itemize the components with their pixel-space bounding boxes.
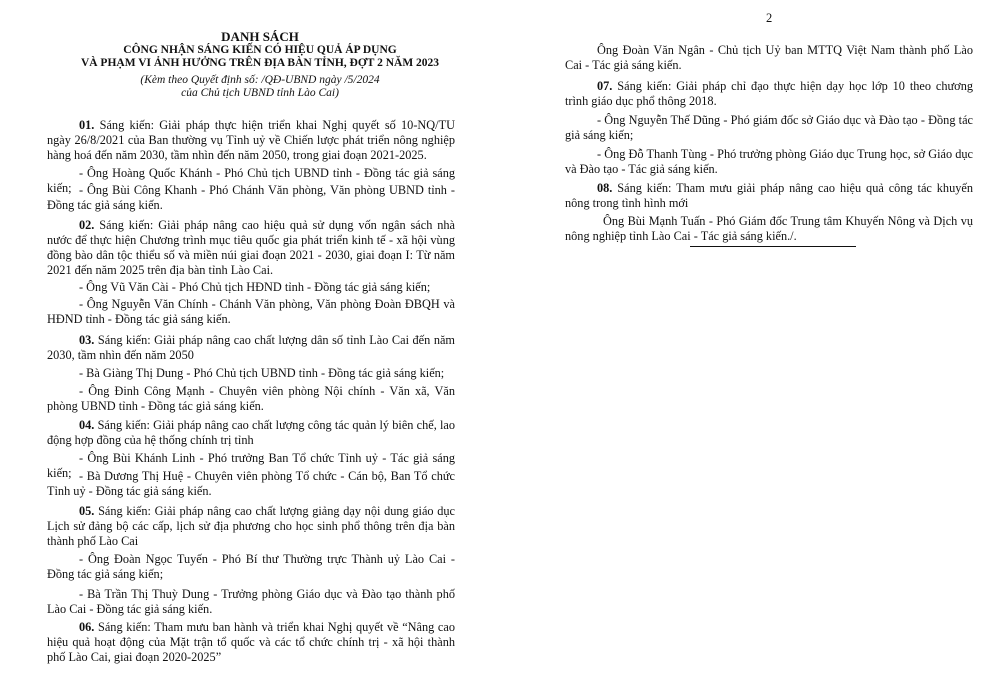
- initiative-03: [47, 333, 455, 363]
- initiative-number: 04.: [79, 418, 95, 432]
- author-07b: - Ông Đỗ Thanh Tùng - Phó trưởng phòng Giáo dục Trung học, sở Giáo dục và Đào tạo - Tác giả sáng kiến.: [565, 147, 973, 176]
- initiative-08: [565, 181, 973, 211]
- initiative-number: 03.: [79, 333, 95, 347]
- initiative-text: Sáng kiến: Giải pháp nâng cao chất lượng dân số tỉnh Lào Cai đến năm 2030, tầm nhìn đến năm 2050: [47, 333, 455, 362]
- initiative-01: [47, 118, 455, 163]
- initiative-07: [565, 79, 973, 109]
- author-03b: - Ông Đinh Công Mạnh - Chuyên viên phòng Nội chính - Văn xã, Văn phòng UBND tỉnh - Đồng tác giả sáng kiến.: [47, 384, 455, 413]
- author-02a: - Ông Vũ Văn Cài - Phó Chủ tịch HĐND tỉnh - Đồng tác giả sáng kiến;: [79, 280, 431, 294]
- initiative-text: Sáng kiến: Tham mưu ban hành và triển khai Nghị quyết về “Nâng cao hiệu quả hoạt động của Mặt trận tổ quốc và các tổ chức chính trị - xã hội thành phố Lào Cai, giai đoạn 2020-2025”: [47, 620, 455, 664]
- author-02b: - Ông Nguyễn Văn Chính - Chánh Văn phòng, Văn phòng Đoàn ĐBQH và HĐND tỉnh - Đồng tác giả sáng kiến.: [47, 297, 455, 326]
- attachment-note-1: (Kèm theo Quyết định số: /QĐ-UBND ngày /5/2024: [140, 73, 380, 86]
- author-08a: Ông Bùi Mạnh Tuấn - Phó Giám đốc Trung tâm Khuyến Nông và Dịch vụ nông nghiệp tỉnh Lào Cai - Tác giả sáng kiến./.: [565, 214, 973, 243]
- author-03a: - Bà Giàng Thị Dung - Phó Chủ tịch UBND tỉnh - Đồng tác giả sáng kiến;: [79, 366, 445, 380]
- initiative-04: [47, 418, 455, 448]
- author-06a: Ông Đoàn Văn Ngân - Chủ tịch Uỷ ban MTTQ Việt Nam thành phố Lào Cai - Tác giả sáng kiến.: [565, 43, 973, 72]
- initiative-text: Sáng kiến: Giải pháp thực hiện triển khai Nghị quyết số 10-NQ/TU ngày 26/8/2021 của Ban thường vụ Tỉnh uỷ về Chiến lược phát triển nông nghiệp hàng hoá đến năm 2030, tầm nhìn đến năm 2050, trong giai đoạn 2021-2025.: [47, 118, 455, 162]
- initiative-text: Sáng kiến: Giải pháp nâng cao chất lượng công tác quản lý biên chế, lao động hợp đồng của hệ thống chính trị tỉnh: [47, 418, 455, 447]
- initiative-number: 01.: [79, 118, 95, 132]
- end-divider: [690, 246, 856, 247]
- initiative-number: 06.: [79, 620, 95, 634]
- author-05a: - Ông Đoàn Ngọc Tuyến - Phó Bí thư Thường trực Thành uỷ Lào Cai - Đồng tác giả sáng kiến;: [47, 552, 455, 581]
- author-05b: - Bà Trần Thị Thuỳ Dung - Trưởng phòng Giáo dục và Đào tạo thành phố Lào Cai - Đồng tác giả sáng kiến.: [47, 587, 455, 616]
- document-subtitle-2: VÀ PHẠM VI ẢNH HƯỞNG TRÊN ĐỊA BÀN TỈNH, ĐỢT 2 NĂM 2023: [80, 57, 440, 69]
- author-07a: - Ông Nguyễn Thế Dũng - Phó giám đốc sở Giáo dục và Đào tạo - Đồng tác giả sáng kiến;: [565, 113, 973, 142]
- initiative-text: Sáng kiến: Giải pháp nâng cao chất lượng giảng dạy nội dung giáo dục Lịch sử đảng bộ các cấp, lịch sử địa phương cho học sinh phổ thông trên địa bàn thành phố Lào Cai: [47, 504, 455, 548]
- initiative-05: [47, 504, 455, 549]
- initiative-number: 02.: [79, 218, 95, 232]
- initiative-02: [47, 218, 455, 278]
- initiative-number: 07.: [597, 79, 613, 93]
- initiative-text: Sáng kiến: Giải pháp nâng cao hiệu quả sử dụng vốn ngân sách nhà nước để thực hiện Chương trình mục tiêu quốc gia phát triển kinh tế - xã hội vùng đồng bào dân tộc thiểu số và miền núi giai đoạn 2021 - 2030, giai đoạn I: Từ năm 2021 đến năm 2025 trên địa bàn tỉnh Lào Cai.: [47, 218, 455, 277]
- document-header: [60, 30, 460, 101]
- initiative-number: 05.: [79, 504, 95, 518]
- author-04a: - Ông Bùi Khánh Linh - Phó trưởng Ban Tổ chức Tỉnh uỷ - Tác giả sáng kiến;: [47, 451, 455, 480]
- author-01b: - Ông Bùi Công Khanh - Phó Chánh Văn phòng, Văn phòng UBND tỉnh - Đồng tác giả sáng kiến.: [47, 183, 455, 212]
- attachment-note-2: của Chủ tịch UBND tỉnh Lào Cai): [181, 87, 339, 99]
- document-title: DANH SÁCH: [221, 29, 299, 44]
- initiative-text: Sáng kiến: Giải pháp chỉ đạo thực hiện dạy học lớp 10 theo chương trình giáo dục phổ thông 2018.: [565, 79, 973, 108]
- document-subtitle-1: CÔNG NHẬN SÁNG KIẾN CÓ HIỆU QUẢ ÁP DỤNG: [123, 43, 397, 56]
- page-number: 2: [766, 11, 773, 25]
- author-04b: - Bà Dương Thị Huệ - Chuyên viên phòng Tổ chức - Cán bộ, Ban Tổ chức Tỉnh uỷ - Đồng tác giả sáng kiến.: [47, 469, 455, 498]
- initiative-06: [47, 620, 455, 665]
- initiative-number: 08.: [597, 181, 613, 195]
- author-01a: - Ông Hoàng Quốc Khánh - Phó Chủ tịch UBND tỉnh - Đồng tác giả sáng kiến;: [47, 166, 455, 195]
- initiative-text: Sáng kiến: Tham mưu giải pháp nâng cao hiệu quả công tác khuyến nông trong tình hình mới: [565, 181, 973, 210]
